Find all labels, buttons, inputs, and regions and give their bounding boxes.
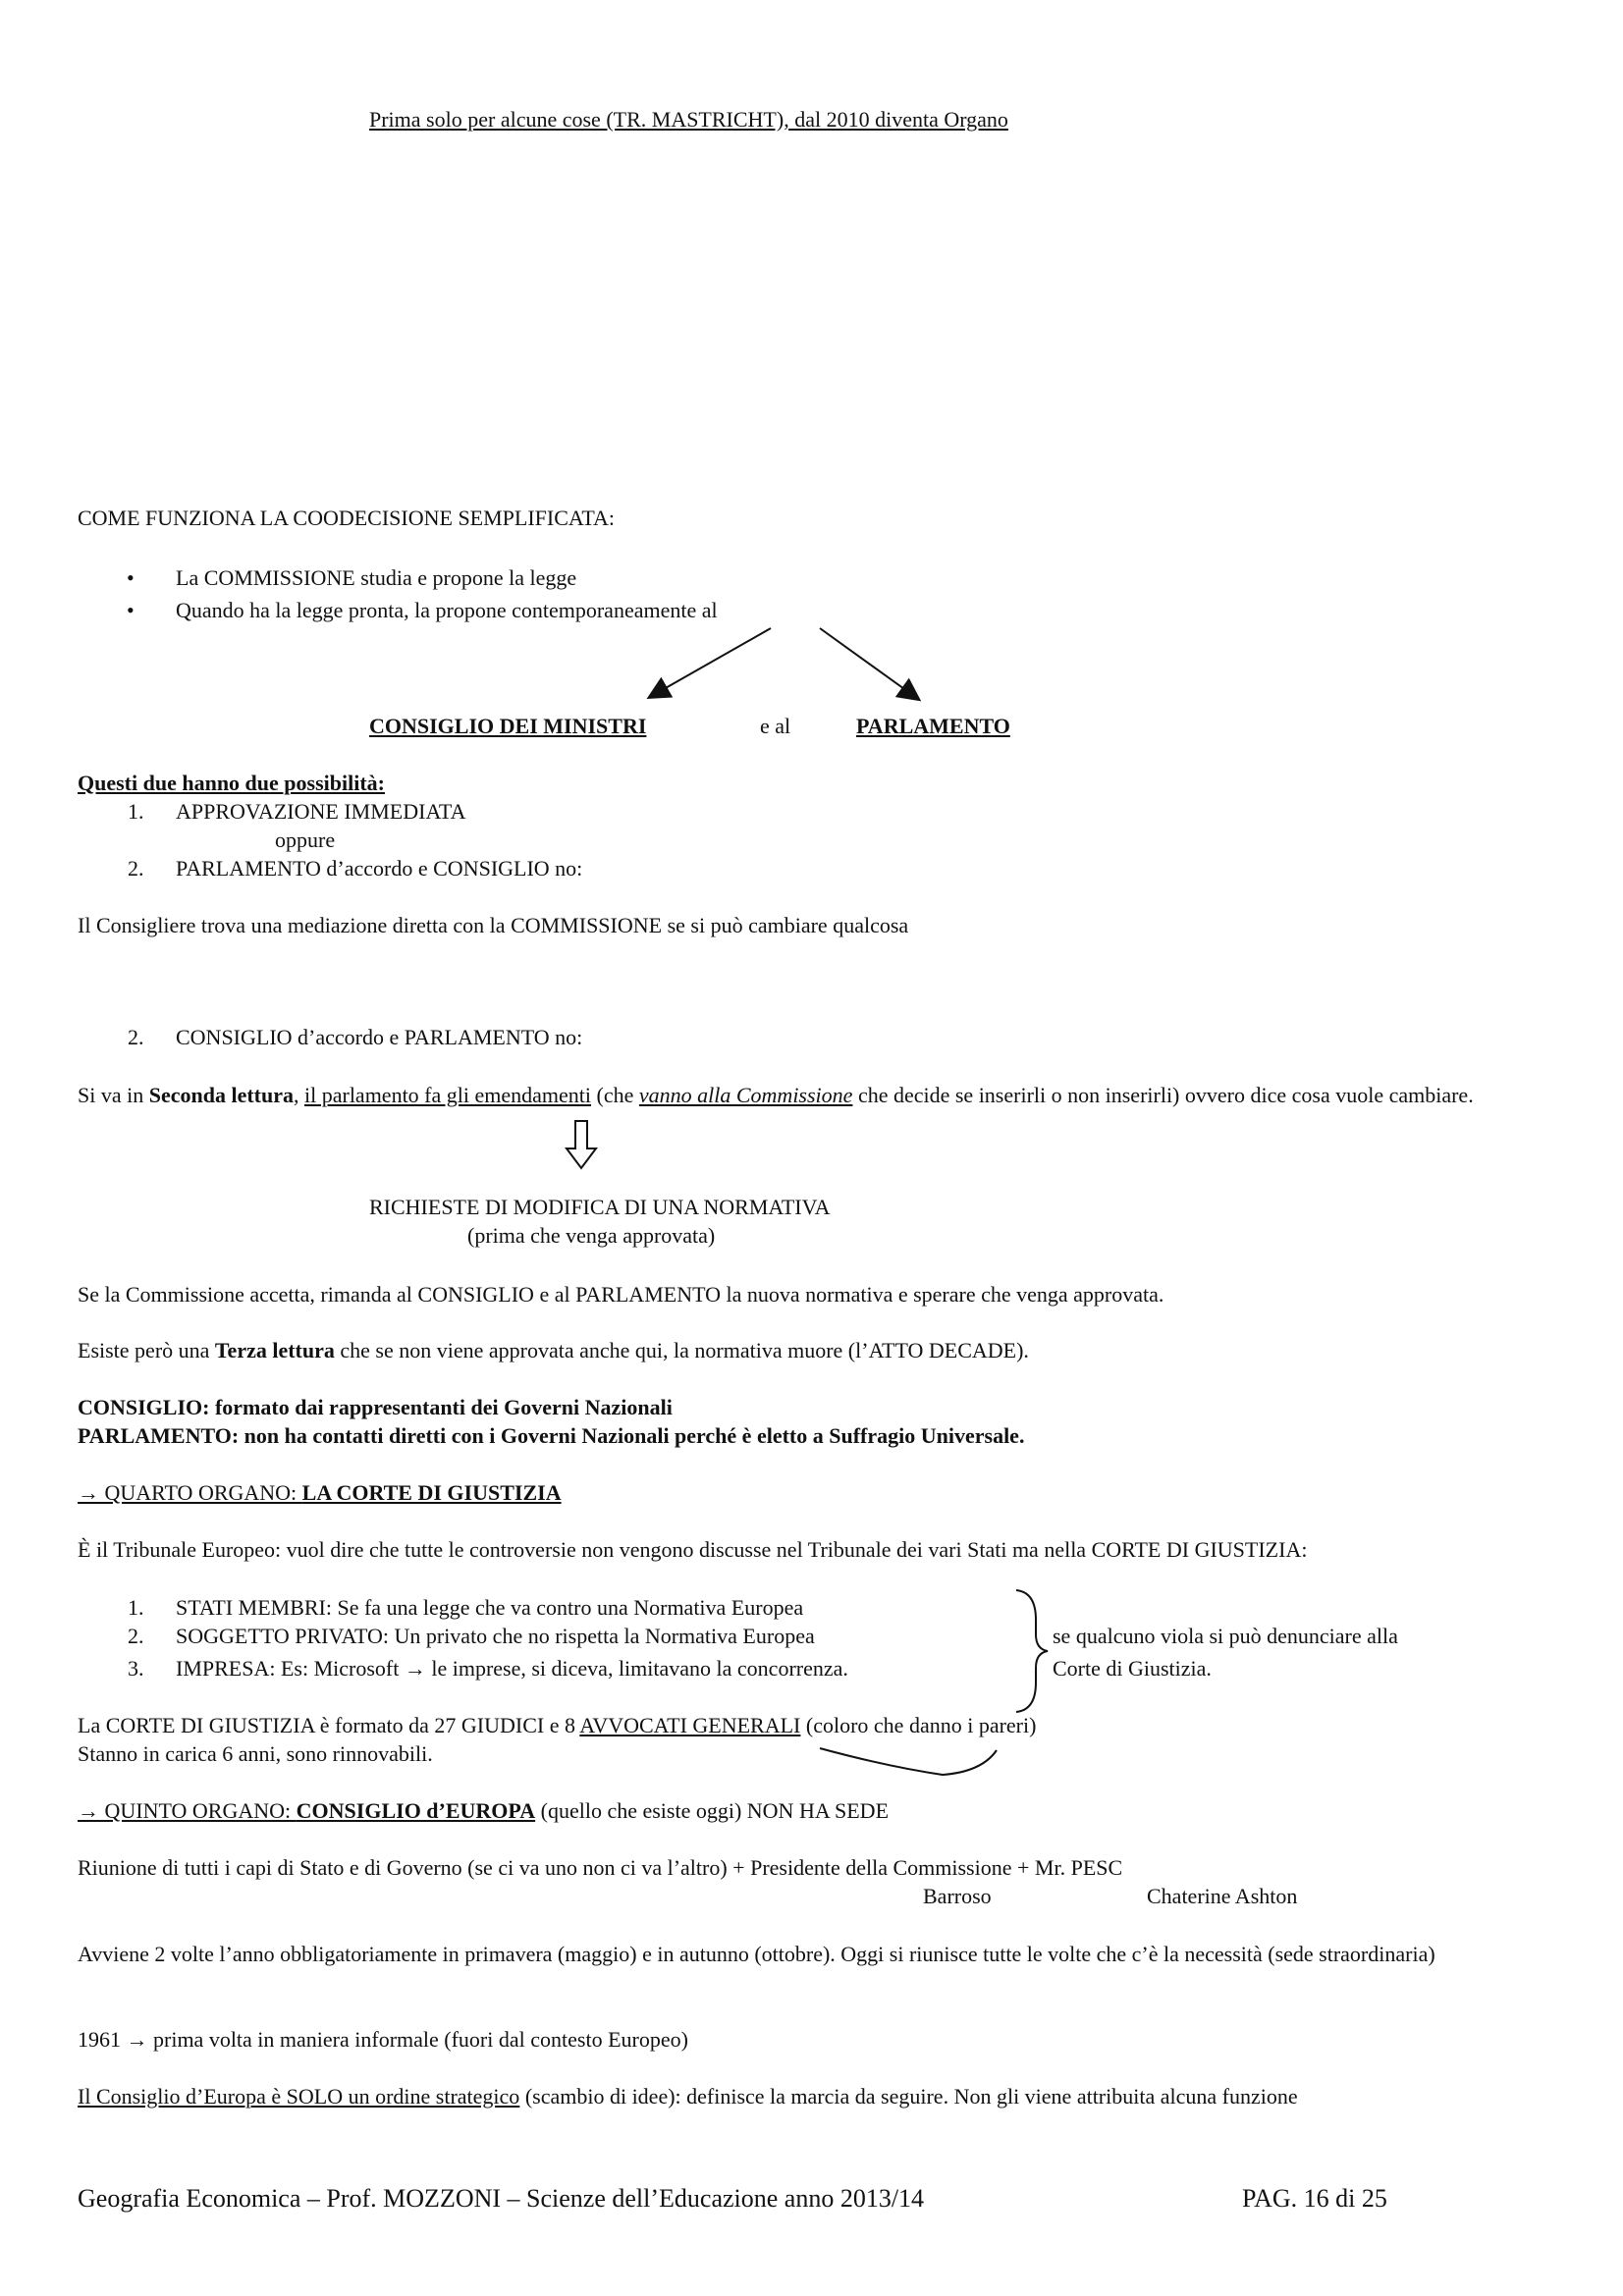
consiglio-accordo-item: CONSIGLIO d’accordo e PARLAMENTO no: — [176, 1025, 583, 1049]
item-number: 2. — [128, 1025, 144, 1049]
barroso-label: Barroso — [923, 1884, 992, 1908]
header-line: Prima solo per alcune cose (TR. MASTRICHT), dal 2010 diventa Organo — [369, 107, 1008, 132]
right-brace — [1016, 1590, 1048, 1712]
parlamento-label: PARLAMENTO — [856, 714, 1010, 738]
item-number: 1. — [128, 1595, 144, 1620]
brace-note-line1: se qualcuno viola si può denunciare alla — [1053, 1624, 1398, 1648]
year-1961-text: 1961 → prima volta in maniera informale (fuori dal contesto Europeo) — [78, 2027, 688, 2052]
corte-item-stati: STATI MEMBRI: Se fa una legge che va contro una Normativa Europea — [176, 1595, 804, 1620]
page-number: PAG. 16 di 25 — [1242, 2184, 1387, 2213]
codecisione-heading: COME FUNZIONA LA COODECISIONE SEMPLIFICATA: — [78, 506, 616, 530]
arrow-to-parlamento — [820, 628, 918, 699]
footer-course: Geografia Economica – Prof. MOZZONI – Scienze dell’Educazione anno 2013/14 — [78, 2184, 925, 2213]
handwritten-curve — [820, 1748, 997, 1775]
consiglio-ministri-label: CONSIGLIO DEI MINISTRI — [369, 714, 647, 738]
bullet-item-1: • La COMMISSIONE studia e propone la legge — [176, 564, 576, 592]
bullet-item-2: • Quando ha la legge pronta, la propone contemporaneamente al — [176, 597, 718, 624]
oppure-label: oppure — [275, 828, 336, 852]
corte-item-impresa: IMPRESA: Es: Microsoft → le imprese, si diceva, limitavano la concorrenza. — [176, 1656, 848, 1681]
item-number: 3. — [128, 1656, 144, 1681]
item-number: 2. — [128, 1624, 144, 1648]
riunione-text: Riunione di tutti i capi di Stato e di Governo (se ci va uno non ci va l’altro) + Presidente della Commissione + Mr. PESC — [78, 1855, 1123, 1880]
arrow-to-consiglio — [650, 628, 771, 697]
parlamento-definition: PARLAMENTO: non ha contatti diretti con i Governi Nazionali perché è eletto a Suffragio Universale. — [78, 1423, 1025, 1448]
prima-approvata-label: (prima che venga approvata) — [467, 1223, 716, 1248]
consiglio-definition: CONSIGLIO: formato dai rappresentanti dei Governi Nazionali — [78, 1395, 673, 1419]
hollow-down-arrow — [567, 1121, 596, 1168]
possibilities-heading: Questi due hanno due possibilità: — [78, 771, 385, 795]
quinto-organo-heading: → QUINTO ORGANO: CONSIGLIO d’EUROPA (quello che esiste oggi) NON HA SEDE — [78, 1798, 890, 1823]
brace-note-line2: Corte di Giustizia. — [1053, 1656, 1212, 1681]
e-al-label: e al — [760, 714, 791, 738]
avviene-text: Avviene 2 volte l’anno obbligatoriamente in primavera (maggio) e in autunno (ottobre). Oggi si riunisce tutte le volte che c’è la necessità (sede straordinaria) — [78, 1942, 1435, 1966]
quarto-intro: È il Tribunale Europeo: vuol dire che tutte le controversie non vengono discusse nel Tribunale dei vari Stati ma nella CORTE DI GIUSTIZIA: — [78, 1537, 1308, 1562]
ashton-label: Chaterine Ashton — [1147, 1884, 1298, 1908]
strategico-text: Il Consiglio d’Europa è SOLO un ordine strategico (scambio di idee): definisce la marcia da seguire. Non gli viene attribuita alcuna funzione — [78, 2084, 1298, 2109]
corte-composition: La CORTE DI GIUSTIZIA è formato da 27 GIUDICI e 8 AVVOCATI GENERALI (coloro che danno i pareri) — [78, 1713, 1037, 1737]
corte-item-privato: SOGGETTO PRIVATO: Un privato che no rispetta la Normativa Europea — [176, 1624, 815, 1648]
accept-text: Se la Commissione accetta, rimanda al CONSIGLIO e al PARLAMENTO la nuova normativa e sperare che venga approvata. — [78, 1282, 1164, 1307]
quarto-organo-heading: → QUARTO ORGANO: LA CORTE DI GIUSTIZIA — [78, 1480, 562, 1505]
approvazione-item: APPROVAZIONE IMMEDIATA — [176, 799, 466, 824]
item-number: 1. — [128, 799, 144, 824]
terza-lettura-text: Esiste però una Terza lettura che se non viene approvata anche qui, la normativa muore (l’ATTO DECADE). — [78, 1338, 1029, 1362]
richieste-modifica-label: RICHIESTE DI MODIFICA DI UNA NORMATIVA — [369, 1195, 831, 1219]
carica-text: Stanno in carica 6 anni, sono rinnovabili. — [78, 1741, 433, 1766]
item-number: 2. — [128, 856, 144, 881]
mediation-text: Il Consigliere trova una mediazione diretta con la COMMISSIONE se si può cambiare qualcosa — [78, 913, 909, 937]
seconda-lettura-paragraph: Si va in Seconda lettura, il parlamento fa gli emendamenti (che vanno alla Commissione che decide se inserirli o non inserirli) ovvero dice cosa vuole cambiare. — [78, 1083, 1474, 1107]
parlamento-accordo-item: PARLAMENTO d’accordo e CONSIGLIO no: — [176, 856, 583, 881]
